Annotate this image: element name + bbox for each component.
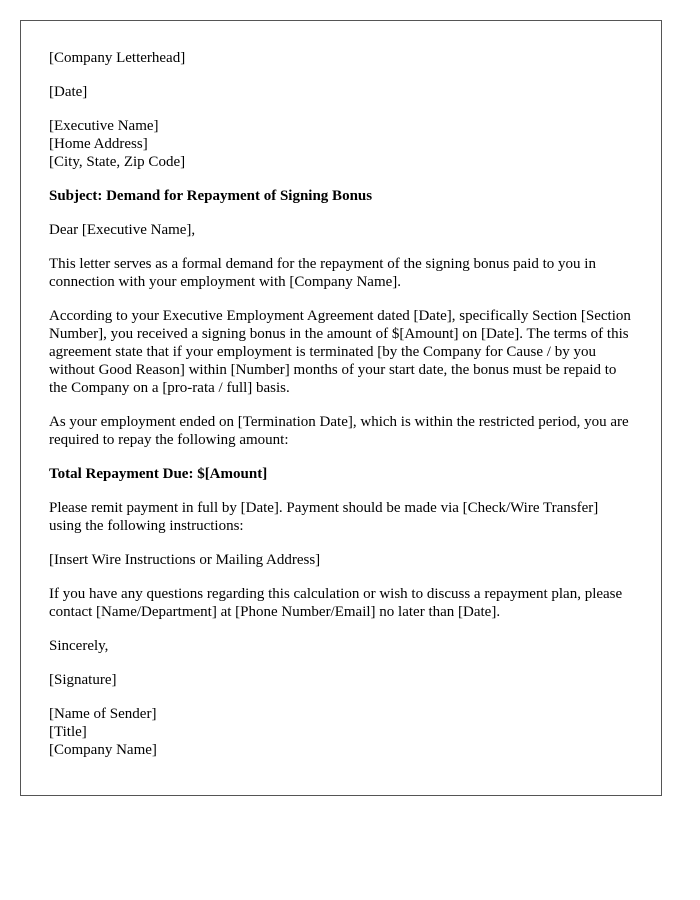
recipient-city: [City, State, Zip Code] xyxy=(49,154,186,170)
letter xyxy=(20,20,662,796)
letter-date: [Date] xyxy=(49,84,88,100)
sender-title: [Title] xyxy=(49,724,87,740)
sender-block xyxy=(49,705,632,759)
closing: Sincerely, xyxy=(49,638,109,654)
total-due: Total Repayment Due: $[Amount] xyxy=(49,466,268,482)
sender-company: [Company Name] xyxy=(49,742,157,758)
body-paragraph-intro: This letter serves as a formal demand for the repayment of the signing bonus paid to you in connection with your employment with [Company Name]. xyxy=(49,256,596,290)
letterhead: [Company Letterhead] xyxy=(49,50,186,66)
recipient-name: [Executive Name] xyxy=(49,118,159,134)
payment-instructions: [Insert Wire Instructions or Mailing Address] xyxy=(49,552,321,568)
recipient-address: [Home Address] xyxy=(49,136,148,152)
signature: [Signature] xyxy=(49,672,117,688)
body-paragraph-termination: As your employment ended on [Termination Date], which is within the restricted period, you are required to repay the following amount: xyxy=(49,414,629,448)
contact-paragraph: If you have any questions regarding this calculation or wish to discuss a repayment plan, please contact [Name/Department] at [Phone Number/Email] no later than [Date]. xyxy=(49,586,623,620)
salutation: Dear [Executive Name], xyxy=(49,222,196,238)
body-paragraph-agreement: According to your Executive Employment Agreement dated [Date], specifically Section [Section Number], you received a signing bonus in the amount of $[Amount] on [Date]. The terms of this agreement state that if your employment is terminated [by the Company for Cause / by you without Good Reason] within [Number] months of your start date, the bonus must be repaid to the Company on a [pro-rata / full] basis. xyxy=(49,308,631,396)
payment-paragraph: Please remit payment in full by [Date]. Payment should be made via [Check/Wire Transfer] using the following instructions: xyxy=(49,500,599,534)
sender-name: [Name of Sender] xyxy=(49,706,157,722)
recipient-block xyxy=(49,117,632,171)
subject-line: Subject: Demand for Repayment of Signing Bonus xyxy=(49,188,373,204)
